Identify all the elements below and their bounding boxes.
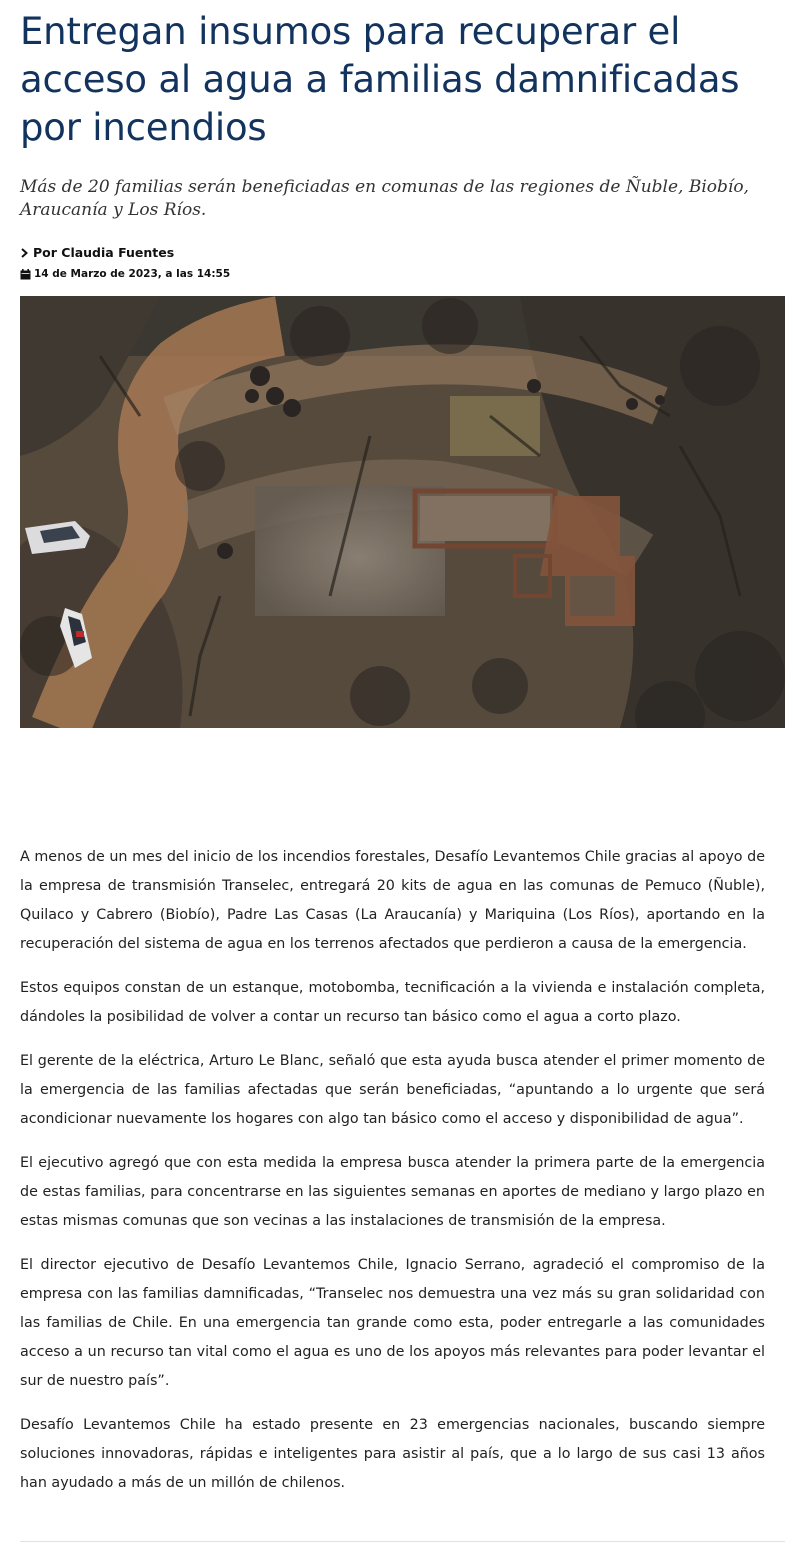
article-title: Entregan insumos para recuperar el acceso al agua a familias damnificadas por incendios <box>20 10 740 149</box>
calendar-icon <box>20 269 31 280</box>
article-photo <box>20 296 785 728</box>
body-paragraph: El gerente de la eléctrica, Arturo Le Blanc, señaló que esta ayuda busca atender el primer momento de la emergencia de las familias afectadas que serán beneficiadas, “apuntando a lo urgente que será acondicionar nuevamente los hogares con algo tan básico como el acceso y disponibilidad de agua”. <box>20 1053 765 1127</box>
body-paragraph: Estos equipos constan de un estanque, motobomba, tecnificación a la vivienda e instalación completa, dándoles la posibilidad de volver a contar un recurso tan básico como el agua a corto plazo. <box>20 980 765 1025</box>
author-byline[interactable] <box>20 245 174 260</box>
chevron-right-icon <box>20 248 29 258</box>
bottom-divider <box>20 1541 785 1542</box>
body-paragraph: A menos de un mes del inicio de los incendios forestales, Desafío Levantemos Chile gracias al apoyo de la empresa de transmisión Transelec, entregará 20 kits de agua en las comunas de Pemuco (Ñuble), Quilaco y Cabrero (Biobío), Padre Las Casas (La Araucanía) y Mariquina (Los Ríos), aportando en la recuperación del sistema de agua en los terrenos afectados que perdieron a causa de la emergencia. <box>20 849 765 952</box>
author-name[interactable]: Por Claudia Fuentes <box>33 245 175 260</box>
body-paragraph: El director ejecutivo de Desafío Levantemos Chile, Ignacio Serrano, agradeció el compromiso de la empresa con las familias damnificadas, “Transelec nos demuestra una vez más su gran solidaridad con las familias de Chile. En una emergencia tan grande como esta, poder entregarle a las comunidades acceso a un recurso tan vital como el agua es uno de los apoyos más relevantes para poder levantar el sur de nuestro país”. <box>20 1257 765 1389</box>
aerial-burned-house-image <box>20 296 785 728</box>
article-subtitle: Más de 20 familias serán beneficiadas en comunas de las regiones de Ñuble, Biobío, Araucanía y Los Ríos. <box>20 177 749 220</box>
publish-date-text: 14 de Marzo de 2023, a las 14:55 <box>34 268 231 280</box>
body-paragraph: Desafío Levantemos Chile ha estado presente en 23 emergencias nacionales, buscando siempre soluciones innovadoras, rápidas e inteligentes para asistir al país, que a lo largo de sus casi 13 años han ayudado a más de un millón de chilenos. <box>20 1417 765 1491</box>
publish-date <box>20 268 230 280</box>
article-body <box>20 843 765 1513</box>
body-paragraph: El ejecutivo agregó que con esta medida la empresa busca atender la primera parte de la emergencia de estas familias, para concentrarse en las siguientes semanas en aportes de mediano y largo plazo en estas mismas comunas que son vecinas a las instalaciones de transmisión de la empresa. <box>20 1155 765 1229</box>
